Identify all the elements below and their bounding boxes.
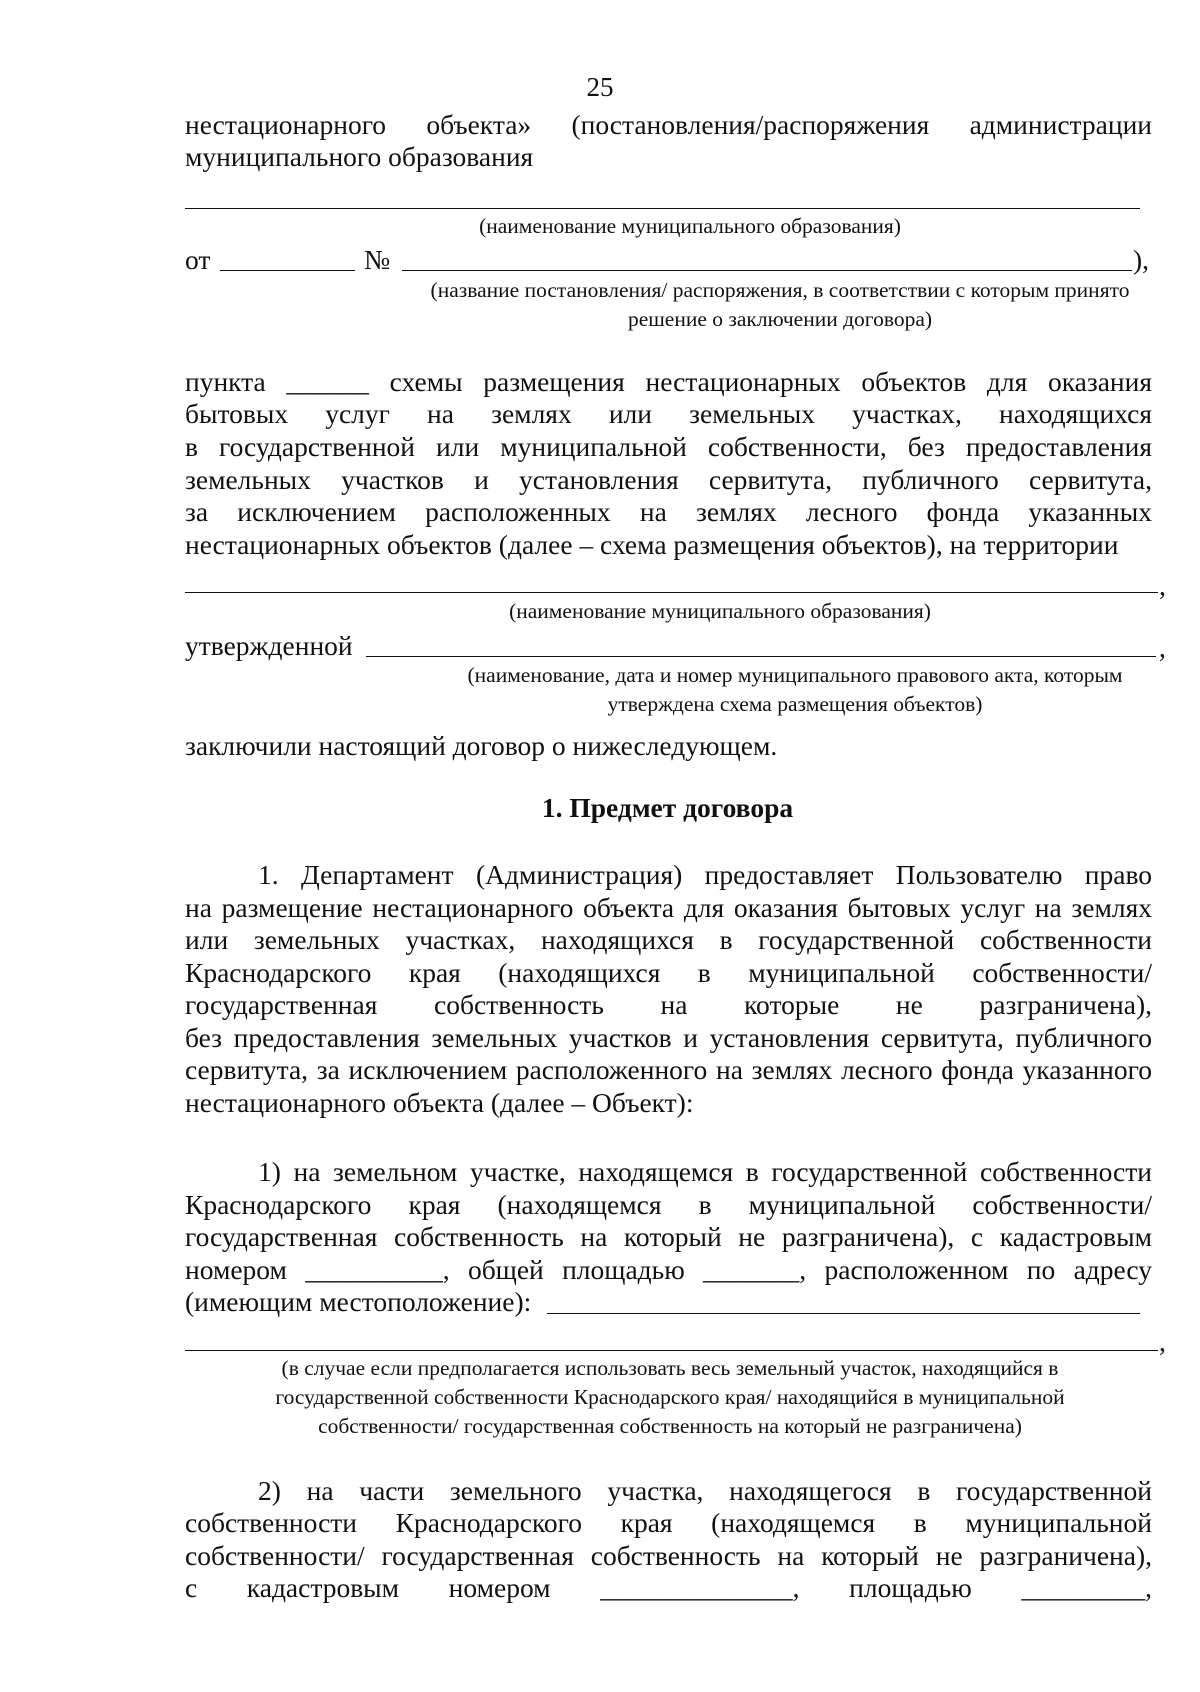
section-title: 1. Предмет договора xyxy=(541,792,794,823)
blank-line-territory xyxy=(185,592,1158,593)
paragraph-scheme-last-line: нестационарных объектов (далее – схема размещения объектов), на территории xyxy=(185,529,1119,560)
caption-resolution: (название постановления/ распоряжения, в соответствии с которым принято решение о заключении договора) xyxy=(430,278,1130,331)
subparagraph-1-line: 1) на земельном участке, находящемся в государственной собственности xyxy=(258,1156,1152,1187)
paragraph-subject-line: Краснодарского края (находящихся в муниципальной собственности/ xyxy=(185,957,1152,988)
paragraph-scheme-line: в государственной или муниципальной собственности, без предоставления xyxy=(185,431,1152,462)
page-number: 25 xyxy=(586,72,614,102)
blank-resolution-number xyxy=(402,270,1132,271)
caption-legal-act: (наименование, дата и номер муниципального правового акта, которым утверждена схема размещения объектов) xyxy=(467,663,1123,716)
subparagraph-1-line: Краснодарского края (находящемся в муниципальной собственности/ xyxy=(185,1189,1152,1220)
concluded-sentence: заключили настоящий договор о нижеследующем. xyxy=(185,730,778,761)
subparagraph-2-line: 2) на части земельного участка, находящегося в государственной xyxy=(258,1475,1152,1506)
blank-date xyxy=(220,270,355,271)
subparagraph-2-line: с кадастровым номером ______________, площадью _________, xyxy=(185,1572,1152,1603)
subparagraph-2-line: собственности Краснодарского края (находящемся в муниципальной xyxy=(185,1507,1152,1538)
paragraph-scheme-line: бытовых услуг на землях или земельных участках, находящихся xyxy=(185,398,1152,429)
comma-location: , xyxy=(1159,1326,1166,1357)
paragraph-subject-line: сервитута, за исключением расположенного на землях лесного фонда указанного xyxy=(185,1054,1152,1085)
blank-location-cont xyxy=(185,1350,1158,1351)
paragraph-subject-line: государственная собственность на которые не разграничена), xyxy=(185,989,1152,1020)
comma-territory: , xyxy=(1159,570,1166,601)
paragraph-subject-line: без предоставления земельных участков и установления сервитута, публичного xyxy=(185,1022,1152,1053)
paragraph-subject-last-line: нестационарного объекта (далее – Объект): xyxy=(185,1087,694,1118)
number-sign: № xyxy=(364,244,391,275)
from-label: от xyxy=(185,244,211,275)
blank-line-municipality xyxy=(185,208,1140,209)
paragraph-subject-line: 1. Департамент (Администрация) предоставляет Пользователю право xyxy=(258,859,1152,890)
subparagraph-1-last-line: (имеющим местоположение): xyxy=(185,1286,532,1317)
caption-municipality-1: (наименование муниципального образования) xyxy=(479,214,901,238)
paragraph-scheme-line: за исключением расположенных на землях лесного фонда указанных xyxy=(185,496,1152,527)
paragraph-scheme-line: пункта ______ схемы размещения нестационарных объектов для оказания xyxy=(185,366,1152,397)
caption-whole-plot: (в случае если предполагается использовать весь земельный участок, находящийся в государственной собственности Краснодарского края/ находящийся в муниципальной собственности/ государственная собственность на который не разграничена) xyxy=(275,1356,1065,1438)
subparagraph-2-line: собственности/ государственная собственность на который не разграничена), xyxy=(185,1540,1152,1571)
intro-line-2: муниципального образования xyxy=(185,141,534,172)
comma-legal-act: , xyxy=(1159,632,1166,663)
subparagraph-1-line: номером __________, общей площадью _______, расположенном по адресу xyxy=(185,1254,1152,1285)
blank-line-legal-act xyxy=(366,656,1156,657)
caption-municipality-2: (наименование муниципального образования) xyxy=(509,599,931,623)
paragraph-subject-line: или земельных участках, находящихся в государственной собственности xyxy=(185,924,1152,955)
subparagraph-1-line: государственная собственность на который не разграничена), с кадастровым xyxy=(185,1221,1152,1252)
closing-paren: ), xyxy=(1133,244,1150,275)
approved-label: утвержденной xyxy=(185,630,353,661)
paragraph-scheme-line: земельных участков и установления сервитута, публичного сервитута, xyxy=(185,464,1152,495)
paragraph-subject-line: на размещение нестационарного объекта для оказания бытовых услуг на землях xyxy=(185,892,1152,923)
intro-line-1: нестационарного объекта» (постановления/распоряжения администрации xyxy=(185,109,1152,140)
blank-location xyxy=(547,1313,1140,1314)
